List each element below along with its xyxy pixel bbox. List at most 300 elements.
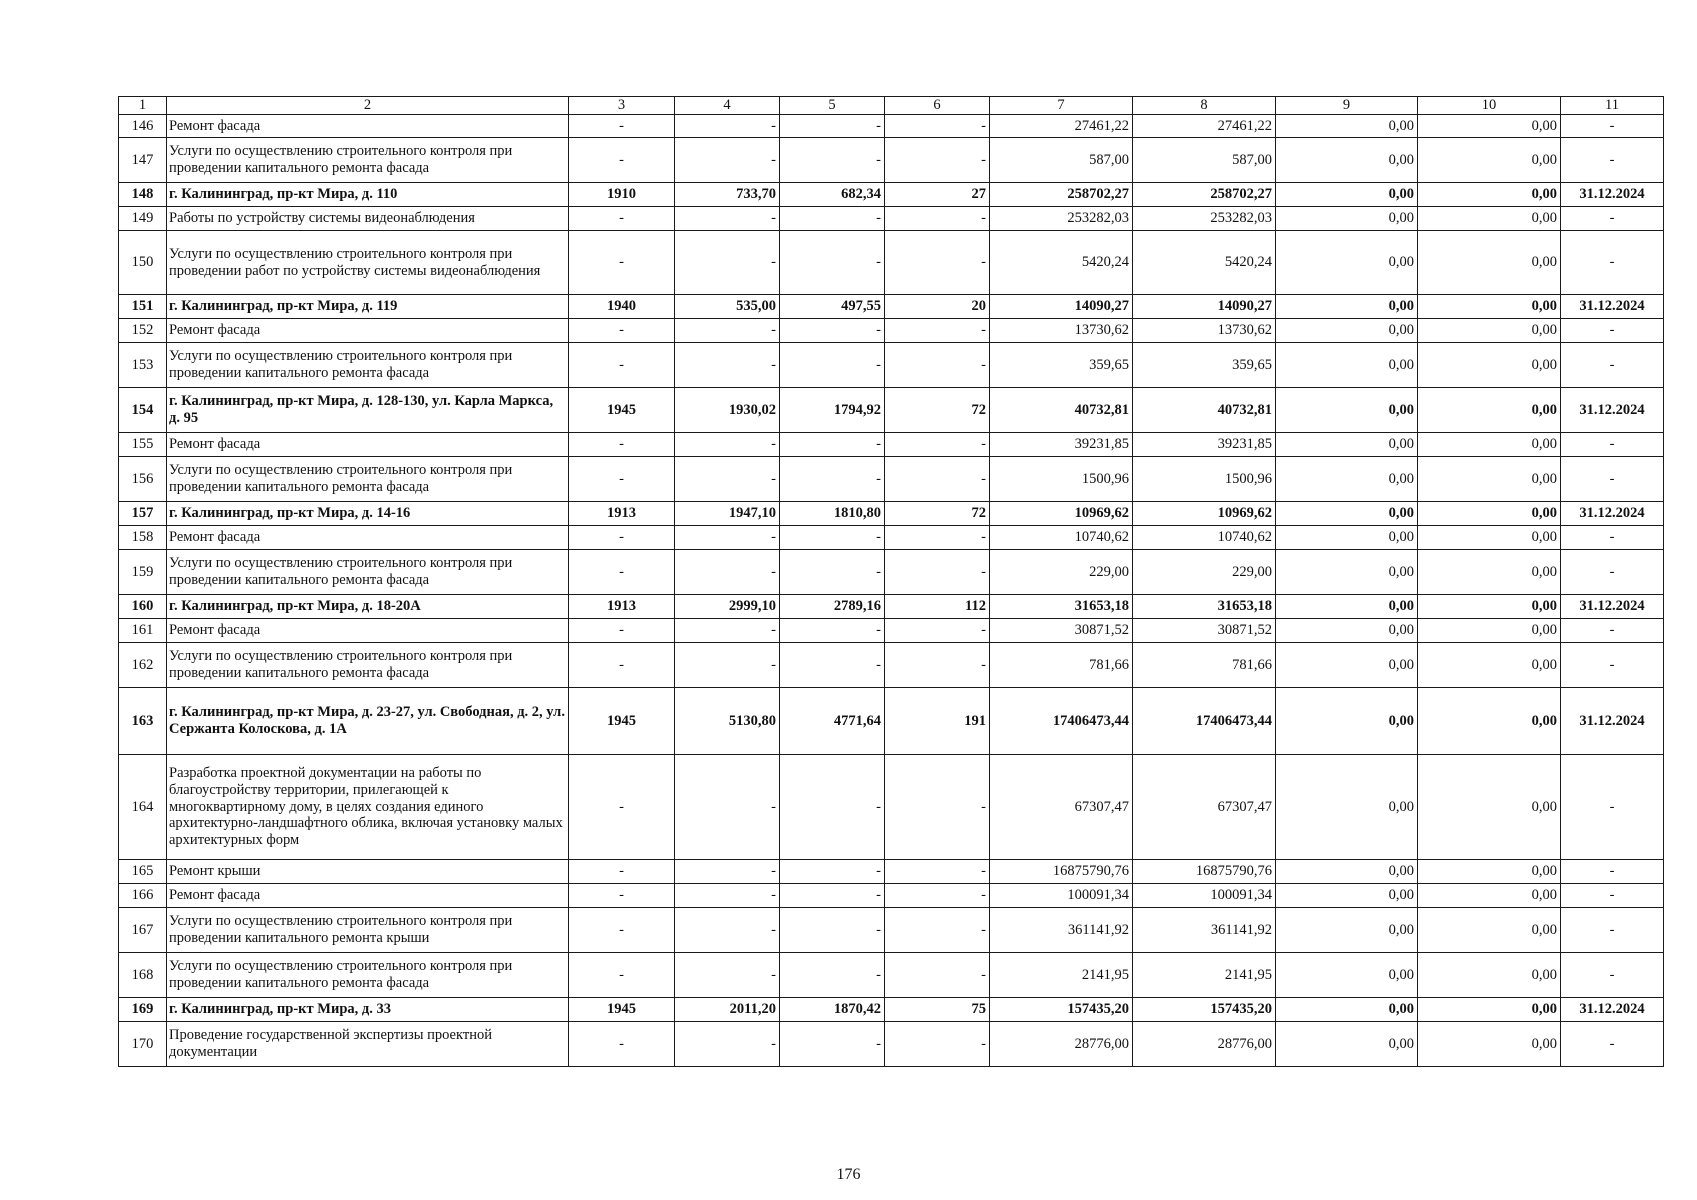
table-row (119, 231, 1664, 295)
cell-residents: - (885, 138, 990, 183)
cell-residents: - (885, 207, 990, 231)
cell-row-number: 163 (119, 688, 167, 755)
table-row (119, 908, 1664, 953)
cell-area-living: - (780, 526, 885, 550)
cell-cost-budget: 0,00 (1276, 343, 1418, 388)
cell-cost-budget: 0,00 (1276, 138, 1418, 183)
cell-cost-total: 781,66 (990, 643, 1133, 688)
cell-description: г. Калининград, пр-кт Мира, д. 110 (167, 183, 569, 207)
cell-cost-total: 31653,18 (990, 595, 1133, 619)
cell-cost-fund: 14090,27 (1133, 295, 1276, 319)
cell-area-total: - (675, 1022, 780, 1067)
cell-residents: - (885, 550, 990, 595)
cell-cost-total: 17406473,44 (990, 688, 1133, 755)
cell-cost-budget: 0,00 (1276, 388, 1418, 433)
cell-area-total: 2011,20 (675, 998, 780, 1022)
cell-description: Ремонт фасада (167, 526, 569, 550)
column-header: 9 (1276, 97, 1418, 115)
cell-area-total: - (675, 433, 780, 457)
cell-cost-owners: 0,00 (1418, 388, 1561, 433)
cell-year: - (569, 884, 675, 908)
cell-row-number: 155 (119, 433, 167, 457)
table-row (119, 207, 1664, 231)
cell-area-living: 4771,64 (780, 688, 885, 755)
cell-deadline: - (1561, 433, 1664, 457)
cell-area-total: - (675, 457, 780, 502)
cell-residents: - (885, 433, 990, 457)
cell-residents: - (885, 860, 990, 884)
cell-deadline: - (1561, 550, 1664, 595)
cell-year: - (569, 860, 675, 884)
cell-area-living: 1810,80 (780, 502, 885, 526)
cell-cost-fund: 17406473,44 (1133, 688, 1276, 755)
cell-residents: - (885, 343, 990, 388)
cell-area-total: - (675, 207, 780, 231)
cell-area-total: 535,00 (675, 295, 780, 319)
column-header: 10 (1418, 97, 1561, 115)
table-row (119, 884, 1664, 908)
cell-deadline: 31.12.2024 (1561, 388, 1664, 433)
cell-area-total: - (675, 755, 780, 860)
address-row (119, 295, 1664, 319)
address-row (119, 502, 1664, 526)
cell-cost-fund: 100091,34 (1133, 884, 1276, 908)
cell-area-living: - (780, 619, 885, 643)
cell-description: Ремонт фасада (167, 884, 569, 908)
cell-residents: - (885, 457, 990, 502)
cell-cost-budget: 0,00 (1276, 231, 1418, 295)
cell-cost-total: 5420,24 (990, 231, 1133, 295)
cell-cost-total: 14090,27 (990, 295, 1133, 319)
cell-area-total: - (675, 884, 780, 908)
cell-deadline: - (1561, 207, 1664, 231)
column-header: 5 (780, 97, 885, 115)
cell-cost-fund: 27461,22 (1133, 115, 1276, 138)
cell-cost-fund: 1500,96 (1133, 457, 1276, 502)
cell-row-number: 169 (119, 998, 167, 1022)
cell-cost-budget: 0,00 (1276, 183, 1418, 207)
cell-description: Услуги по осуществлению строительного контроля при проведении капитального ремонта фасада (167, 138, 569, 183)
column-header: 7 (990, 97, 1133, 115)
cell-cost-fund: 39231,85 (1133, 433, 1276, 457)
table-body (119, 97, 1664, 1067)
cell-area-total: - (675, 343, 780, 388)
cell-cost-owners: 0,00 (1418, 526, 1561, 550)
cell-cost-total: 39231,85 (990, 433, 1133, 457)
table-row (119, 138, 1664, 183)
table-row (119, 526, 1664, 550)
address-row (119, 595, 1664, 619)
cell-area-living: - (780, 457, 885, 502)
cell-description: Ремонт фасада (167, 115, 569, 138)
cell-deadline: - (1561, 619, 1664, 643)
cell-cost-total: 157435,20 (990, 998, 1133, 1022)
cell-description: Ремонт фасада (167, 433, 569, 457)
cell-cost-total: 28776,00 (990, 1022, 1133, 1067)
cell-area-living: 2789,16 (780, 595, 885, 619)
cell-cost-budget: 0,00 (1276, 319, 1418, 343)
cell-cost-total: 40732,81 (990, 388, 1133, 433)
cell-area-total: - (675, 860, 780, 884)
cell-cost-budget: 0,00 (1276, 457, 1418, 502)
cell-year: - (569, 1022, 675, 1067)
cell-residents: - (885, 526, 990, 550)
cell-cost-total: 27461,22 (990, 115, 1133, 138)
cell-residents: - (885, 643, 990, 688)
table-row (119, 619, 1664, 643)
cell-description: Услуги по осуществлению строительного контроля при проведении капитального ремонта фасада (167, 953, 569, 998)
cell-row-number: 156 (119, 457, 167, 502)
table-row (119, 953, 1664, 998)
page-number: 176 (836, 1166, 861, 1183)
cell-deadline: - (1561, 319, 1664, 343)
cell-cost-budget: 0,00 (1276, 502, 1418, 526)
cell-cost-total: 229,00 (990, 550, 1133, 595)
cell-year: - (569, 231, 675, 295)
cell-description: г. Калининград, пр-кт Мира, д. 33 (167, 998, 569, 1022)
cell-year: - (569, 908, 675, 953)
cell-year: - (569, 755, 675, 860)
cell-residents: - (885, 755, 990, 860)
cell-area-living: 1794,92 (780, 388, 885, 433)
cell-area-living: - (780, 207, 885, 231)
cell-cost-owners: 0,00 (1418, 502, 1561, 526)
table-row (119, 860, 1664, 884)
cell-cost-fund: 781,66 (1133, 643, 1276, 688)
cell-row-number: 146 (119, 115, 167, 138)
cell-residents: 191 (885, 688, 990, 755)
cell-row-number: 170 (119, 1022, 167, 1067)
table-row (119, 550, 1664, 595)
cell-cost-total: 1500,96 (990, 457, 1133, 502)
cell-cost-fund: 2141,95 (1133, 953, 1276, 998)
cell-cost-total: 13730,62 (990, 319, 1133, 343)
cell-cost-owners: 0,00 (1418, 688, 1561, 755)
cell-year: - (569, 343, 675, 388)
cell-row-number: 157 (119, 502, 167, 526)
cell-row-number: 153 (119, 343, 167, 388)
column-header: 6 (885, 97, 990, 115)
cell-cost-total: 16875790,76 (990, 860, 1133, 884)
cell-cost-budget: 0,00 (1276, 755, 1418, 860)
cell-cost-owners: 0,00 (1418, 138, 1561, 183)
cell-year: 1913 (569, 502, 675, 526)
cell-cost-owners: 0,00 (1418, 755, 1561, 860)
cell-deadline: - (1561, 953, 1664, 998)
cell-residents: - (885, 908, 990, 953)
cell-cost-owners: 0,00 (1418, 643, 1561, 688)
column-header: 3 (569, 97, 675, 115)
cell-area-total: 2999,10 (675, 595, 780, 619)
cell-residents: 112 (885, 595, 990, 619)
cell-deadline: - (1561, 884, 1664, 908)
cell-cost-fund: 5420,24 (1133, 231, 1276, 295)
cell-residents: - (885, 953, 990, 998)
table-row (119, 457, 1664, 502)
cell-year: 1945 (569, 998, 675, 1022)
cell-row-number: 159 (119, 550, 167, 595)
header-row (119, 97, 1664, 115)
cell-row-number: 149 (119, 207, 167, 231)
cell-area-total: - (675, 619, 780, 643)
table-row (119, 343, 1664, 388)
cell-description: Ремонт фасада (167, 319, 569, 343)
cell-deadline: - (1561, 755, 1664, 860)
cell-cost-budget: 0,00 (1276, 908, 1418, 953)
cell-residents: - (885, 619, 990, 643)
cell-cost-owners: 0,00 (1418, 1022, 1561, 1067)
cell-area-living: - (780, 343, 885, 388)
cell-description: Ремонт крыши (167, 860, 569, 884)
cell-cost-owners: 0,00 (1418, 433, 1561, 457)
cell-cost-owners: 0,00 (1418, 884, 1561, 908)
cell-area-total: - (675, 231, 780, 295)
cell-deadline: - (1561, 138, 1664, 183)
cell-residents: 20 (885, 295, 990, 319)
cell-year: 1910 (569, 183, 675, 207)
cell-cost-fund: 67307,47 (1133, 755, 1276, 860)
cell-cost-budget: 0,00 (1276, 433, 1418, 457)
cell-deadline: 31.12.2024 (1561, 595, 1664, 619)
cell-row-number: 166 (119, 884, 167, 908)
cell-year: - (569, 643, 675, 688)
cell-description: Услуги по осуществлению строительного контроля при проведении капитального ремонта фасада (167, 343, 569, 388)
cell-area-total: 5130,80 (675, 688, 780, 755)
cell-year: 1940 (569, 295, 675, 319)
cell-cost-owners: 0,00 (1418, 231, 1561, 295)
cell-year: - (569, 953, 675, 998)
cell-residents: 27 (885, 183, 990, 207)
cell-cost-budget: 0,00 (1276, 1022, 1418, 1067)
cell-cost-budget: 0,00 (1276, 643, 1418, 688)
cell-area-living: - (780, 115, 885, 138)
cell-deadline: 31.12.2024 (1561, 295, 1664, 319)
cell-description: Услуги по осуществлению строительного контроля при проведении капитального ремонта фасада (167, 457, 569, 502)
cell-cost-fund: 40732,81 (1133, 388, 1276, 433)
cell-cost-budget: 0,00 (1276, 550, 1418, 595)
cell-cost-budget: 0,00 (1276, 860, 1418, 884)
cell-area-total: - (675, 550, 780, 595)
cell-description: Разработка проектной документации на работы по благоустройству территории, прилегающей к многоквартирному дому, в целях создания единого архитектурно-ландшафтного облика, включая установку малых архитектурных форм (167, 755, 569, 860)
cell-deadline: 31.12.2024 (1561, 183, 1664, 207)
address-row (119, 183, 1664, 207)
cell-area-living: - (780, 643, 885, 688)
cell-cost-owners: 0,00 (1418, 953, 1561, 998)
table-row (119, 115, 1664, 138)
cell-cost-budget: 0,00 (1276, 998, 1418, 1022)
cell-cost-budget: 0,00 (1276, 295, 1418, 319)
cell-cost-fund: 361141,92 (1133, 908, 1276, 953)
cell-area-living: - (780, 884, 885, 908)
cell-deadline: - (1561, 457, 1664, 502)
cell-area-living: - (780, 860, 885, 884)
cell-year: - (569, 138, 675, 183)
cell-deadline: - (1561, 115, 1664, 138)
cell-description: Проведение государственной экспертизы проектной документации (167, 1022, 569, 1067)
cell-cost-total: 10740,62 (990, 526, 1133, 550)
cell-cost-fund: 157435,20 (1133, 998, 1276, 1022)
cell-deadline: 31.12.2024 (1561, 688, 1664, 755)
cell-cost-budget: 0,00 (1276, 884, 1418, 908)
cell-row-number: 161 (119, 619, 167, 643)
cell-description: Услуги по осуществлению строительного контроля при проведении работ по устройству системы видеонаблюдения (167, 231, 569, 295)
cell-area-living: - (780, 953, 885, 998)
cell-cost-owners: 0,00 (1418, 595, 1561, 619)
cell-description: Ремонт фасада (167, 619, 569, 643)
column-header: 11 (1561, 97, 1664, 115)
cell-area-living: 682,34 (780, 183, 885, 207)
cell-description: Работы по устройству системы видеонаблюдения (167, 207, 569, 231)
cell-deadline: - (1561, 343, 1664, 388)
cell-cost-fund: 28776,00 (1133, 1022, 1276, 1067)
cell-cost-fund: 258702,27 (1133, 183, 1276, 207)
cell-cost-owners: 0,00 (1418, 207, 1561, 231)
cell-cost-total: 67307,47 (990, 755, 1133, 860)
table-row (119, 319, 1664, 343)
cell-cost-budget: 0,00 (1276, 115, 1418, 138)
cell-area-total: 733,70 (675, 183, 780, 207)
cell-cost-fund: 16875790,76 (1133, 860, 1276, 884)
table-row (119, 643, 1664, 688)
cell-description: г. Калининград, пр-кт Мира, д. 23-27, ул. Свободная, д. 2, ул. Сержанта Колоскова, д. 1А (167, 688, 569, 755)
cell-row-number: 152 (119, 319, 167, 343)
cell-cost-fund: 10740,62 (1133, 526, 1276, 550)
cell-year: 1913 (569, 595, 675, 619)
cell-cost-fund: 10969,62 (1133, 502, 1276, 526)
cell-cost-owners: 0,00 (1418, 619, 1561, 643)
cell-row-number: 168 (119, 953, 167, 998)
cell-area-living: 1870,42 (780, 998, 885, 1022)
cell-cost-owners: 0,00 (1418, 183, 1561, 207)
cell-cost-budget: 0,00 (1276, 526, 1418, 550)
cell-row-number: 165 (119, 860, 167, 884)
cell-cost-budget: 0,00 (1276, 619, 1418, 643)
address-row (119, 388, 1664, 433)
cell-cost-budget: 0,00 (1276, 595, 1418, 619)
cell-cost-fund: 13730,62 (1133, 319, 1276, 343)
cell-cost-owners: 0,00 (1418, 908, 1561, 953)
cell-row-number: 160 (119, 595, 167, 619)
cell-residents: - (885, 319, 990, 343)
cell-area-living: - (780, 550, 885, 595)
cell-row-number: 151 (119, 295, 167, 319)
cell-cost-total: 100091,34 (990, 884, 1133, 908)
cell-cost-owners: 0,00 (1418, 115, 1561, 138)
cell-residents: 72 (885, 388, 990, 433)
cell-cost-budget: 0,00 (1276, 207, 1418, 231)
cell-area-total: - (675, 526, 780, 550)
cell-year: - (569, 526, 675, 550)
address-row (119, 688, 1664, 755)
cell-deadline: - (1561, 526, 1664, 550)
cell-cost-fund: 30871,52 (1133, 619, 1276, 643)
cell-area-total: - (675, 953, 780, 998)
cell-description: Услуги по осуществлению строительного контроля при проведении капитального ремонта фасада (167, 550, 569, 595)
cell-cost-fund: 229,00 (1133, 550, 1276, 595)
column-header: 2 (167, 97, 569, 115)
cell-cost-total: 30871,52 (990, 619, 1133, 643)
cell-residents: 75 (885, 998, 990, 1022)
cell-row-number: 158 (119, 526, 167, 550)
cell-year: - (569, 550, 675, 595)
cell-area-total: - (675, 138, 780, 183)
cell-deadline: 31.12.2024 (1561, 998, 1664, 1022)
cell-cost-total: 359,65 (990, 343, 1133, 388)
cell-residents: 72 (885, 502, 990, 526)
cell-cost-total: 253282,03 (990, 207, 1133, 231)
cell-cost-owners: 0,00 (1418, 998, 1561, 1022)
cell-row-number: 167 (119, 908, 167, 953)
cell-residents: - (885, 884, 990, 908)
cell-area-living: - (780, 433, 885, 457)
cell-row-number: 147 (119, 138, 167, 183)
cell-year: - (569, 457, 675, 502)
cell-description: Услуги по осуществлению строительного контроля при проведении капитального ремонта крыши (167, 908, 569, 953)
cell-area-total: - (675, 115, 780, 138)
cell-deadline: - (1561, 860, 1664, 884)
table-row (119, 1022, 1664, 1067)
cell-row-number: 164 (119, 755, 167, 860)
cell-year: - (569, 619, 675, 643)
cell-year: - (569, 115, 675, 138)
column-header: 4 (675, 97, 780, 115)
cell-year: - (569, 433, 675, 457)
cell-area-living: - (780, 319, 885, 343)
cell-row-number: 150 (119, 231, 167, 295)
column-header: 1 (119, 97, 167, 115)
cell-cost-total: 587,00 (990, 138, 1133, 183)
table-row (119, 433, 1664, 457)
cell-year: 1945 (569, 688, 675, 755)
table-row (119, 755, 1664, 860)
cell-description: г. Калининград, пр-кт Мира, д. 119 (167, 295, 569, 319)
cell-area-living: 497,55 (780, 295, 885, 319)
cell-row-number: 148 (119, 183, 167, 207)
cell-deadline: - (1561, 1022, 1664, 1067)
cell-row-number: 162 (119, 643, 167, 688)
cell-cost-total: 258702,27 (990, 183, 1133, 207)
cell-residents: - (885, 1022, 990, 1067)
cell-cost-owners: 0,00 (1418, 319, 1561, 343)
cell-year: - (569, 319, 675, 343)
cell-cost-owners: 0,00 (1418, 457, 1561, 502)
cell-year: - (569, 207, 675, 231)
column-header: 8 (1133, 97, 1276, 115)
cell-year: 1945 (569, 388, 675, 433)
cell-area-total: - (675, 908, 780, 953)
cell-description: г. Калининград, пр-кт Мира, д. 128-130, ул. Карла Маркса, д. 95 (167, 388, 569, 433)
address-row (119, 998, 1664, 1022)
cell-area-total: - (675, 643, 780, 688)
cell-cost-fund: 587,00 (1133, 138, 1276, 183)
cell-area-living: - (780, 908, 885, 953)
cell-cost-owners: 0,00 (1418, 295, 1561, 319)
cell-area-living: - (780, 1022, 885, 1067)
cell-cost-fund: 253282,03 (1133, 207, 1276, 231)
cell-residents: - (885, 115, 990, 138)
cell-description: г. Калининград, пр-кт Мира, д. 14-16 (167, 502, 569, 526)
cell-cost-total: 361141,92 (990, 908, 1133, 953)
cell-area-living: - (780, 231, 885, 295)
cell-area-living: - (780, 138, 885, 183)
cell-deadline: - (1561, 231, 1664, 295)
cell-area-living: - (780, 755, 885, 860)
cell-residents: - (885, 231, 990, 295)
cell-cost-budget: 0,00 (1276, 688, 1418, 755)
cell-description: Услуги по осуществлению строительного контроля при проведении капитального ремонта фасада (167, 643, 569, 688)
cell-deadline: - (1561, 908, 1664, 953)
cell-area-total: 1947,10 (675, 502, 780, 526)
